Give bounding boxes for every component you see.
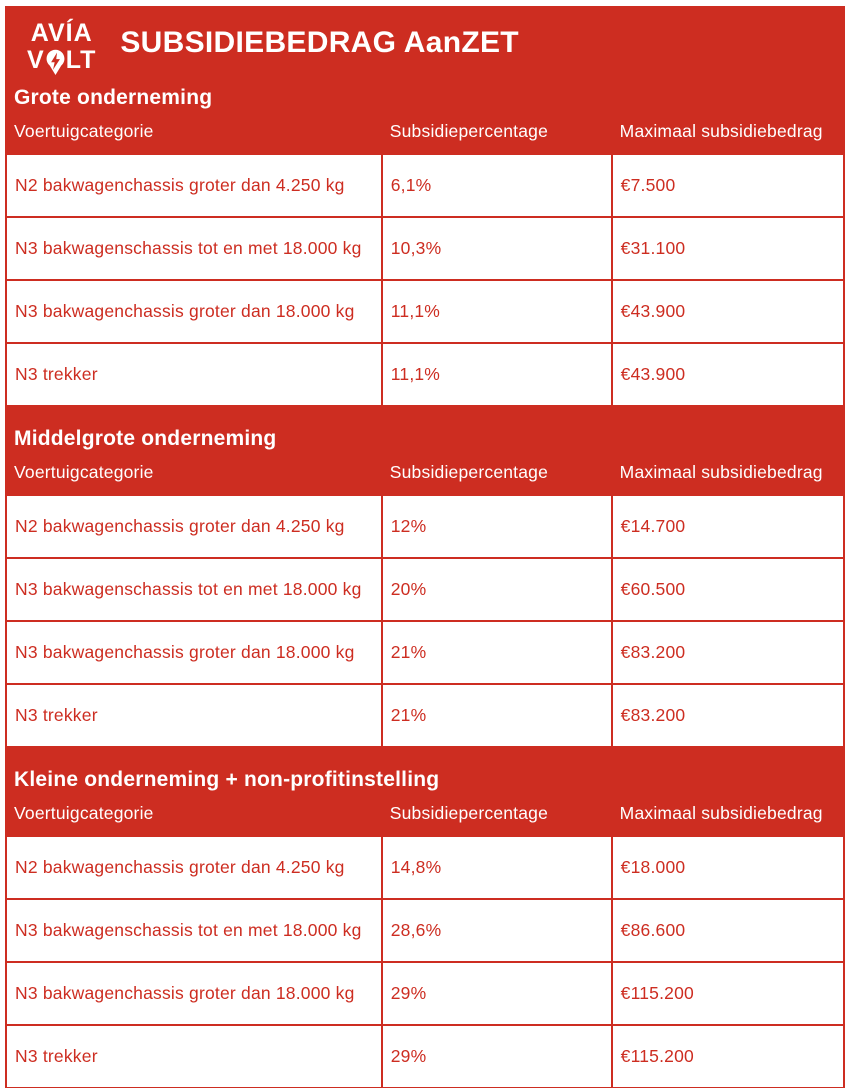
table-row <box>6 1025 844 1088</box>
table-cell: 10,3% <box>382 217 612 280</box>
column-header-row <box>6 453 844 495</box>
subsidy-table <box>5 453 845 748</box>
table-row <box>6 558 844 621</box>
table-cell: 6,1% <box>382 154 612 217</box>
table-cell: €14.700 <box>612 495 844 558</box>
table-cell: 29% <box>382 962 612 1025</box>
table-cell: €86.600 <box>612 899 844 962</box>
table-cell: €18.000 <box>612 836 844 899</box>
table-cell: N3 trekker <box>6 1025 382 1088</box>
logo-avia-text: AVÍA <box>30 19 93 47</box>
table-cell: €115.200 <box>612 1025 844 1088</box>
table-cell: N3 bakwagenschassis tot en met 18.000 kg <box>6 558 382 621</box>
subsidy-sheet <box>5 6 845 1088</box>
table-cell: N2 bakwagenchassis groter dan 4.250 kg <box>6 495 382 558</box>
table-cell: N3 trekker <box>6 343 382 406</box>
column-header-c3: Maximaal subsidiebedrag <box>619 462 823 482</box>
table-row <box>6 495 844 558</box>
table-row <box>6 684 844 747</box>
lightning-pin-icon <box>46 49 65 76</box>
table-cell: 20% <box>382 558 612 621</box>
table-row <box>6 280 844 343</box>
table-body <box>6 836 844 1088</box>
table-cell: N2 bakwagenchassis groter dan 4.250 kg <box>6 154 382 217</box>
section-1 <box>5 84 845 407</box>
table-cell: 29% <box>382 1025 612 1088</box>
table-cell: €115.200 <box>612 962 844 1025</box>
logo-volt-lt: LT <box>65 46 97 74</box>
table-cell: 21% <box>382 621 612 684</box>
table-cell: N3 bakwagenchassis groter dan 18.000 kg <box>6 280 382 343</box>
avia-volt-logo <box>27 20 96 74</box>
column-header-row <box>6 794 844 836</box>
column-header-c3: Maximaal subsidiebedrag <box>619 121 823 141</box>
table-head <box>6 794 844 836</box>
column-header-c2: Subsidiepercentage <box>389 803 549 823</box>
column-header-c2: Subsidiepercentage <box>389 121 549 141</box>
table-head <box>6 112 844 154</box>
header <box>5 6 845 84</box>
sections <box>5 84 845 1088</box>
section-2 <box>5 407 845 748</box>
table-cell: 11,1% <box>382 280 612 343</box>
table-cell: 11,1% <box>382 343 612 406</box>
table-cell: 21% <box>382 684 612 747</box>
table-cell: €60.500 <box>612 558 844 621</box>
section-title: Kleine onderneming + non-profitinstelling <box>14 768 440 791</box>
table-row <box>6 962 844 1025</box>
table-cell: N3 bakwagenschassis tot en met 18.000 kg <box>6 899 382 962</box>
table-cell: N3 bakwagenchassis groter dan 18.000 kg <box>6 621 382 684</box>
table-cell: €83.200 <box>612 621 844 684</box>
subsidy-table <box>5 794 845 1088</box>
section-title: Middelgrote onderneming <box>14 427 277 450</box>
table-cell: N3 bakwagenchassis groter dan 18.000 kg <box>6 962 382 1025</box>
table-cell: N2 bakwagenchassis groter dan 4.250 kg <box>6 836 382 899</box>
page-title: SUBSIDIEBEDRAG AanZET <box>120 26 519 59</box>
table-body <box>6 495 844 747</box>
column-header-c1: Voertuigcategorie <box>14 462 154 482</box>
table-cell: 14,8% <box>382 836 612 899</box>
table-row <box>6 343 844 406</box>
table-row <box>6 621 844 684</box>
column-header-row <box>6 112 844 154</box>
column-header-c2: Subsidiepercentage <box>389 462 549 482</box>
column-header-c1: Voertuigcategorie <box>14 121 154 141</box>
table-row <box>6 217 844 280</box>
table-cell: 12% <box>382 495 612 558</box>
logo-volt-text <box>27 47 96 74</box>
table-row <box>6 899 844 962</box>
table-cell: N3 bakwagenschassis tot en met 18.000 kg <box>6 217 382 280</box>
section-3 <box>5 748 845 1088</box>
table-row <box>6 154 844 217</box>
logo-volt-v: V <box>27 46 45 74</box>
table-row <box>6 836 844 899</box>
table-cell: €43.900 <box>612 280 844 343</box>
subsidy-table <box>5 112 845 407</box>
table-head <box>6 453 844 495</box>
table-cell: N3 trekker <box>6 684 382 747</box>
column-header-c3: Maximaal subsidiebedrag <box>619 803 823 823</box>
table-cell: €7.500 <box>612 154 844 217</box>
table-cell: €83.200 <box>612 684 844 747</box>
table-body <box>6 154 844 406</box>
table-cell: 28,6% <box>382 899 612 962</box>
column-header-c1: Voertuigcategorie <box>14 803 154 823</box>
table-cell: €31.100 <box>612 217 844 280</box>
section-title: Grote onderneming <box>14 86 213 109</box>
table-cell: €43.900 <box>612 343 844 406</box>
